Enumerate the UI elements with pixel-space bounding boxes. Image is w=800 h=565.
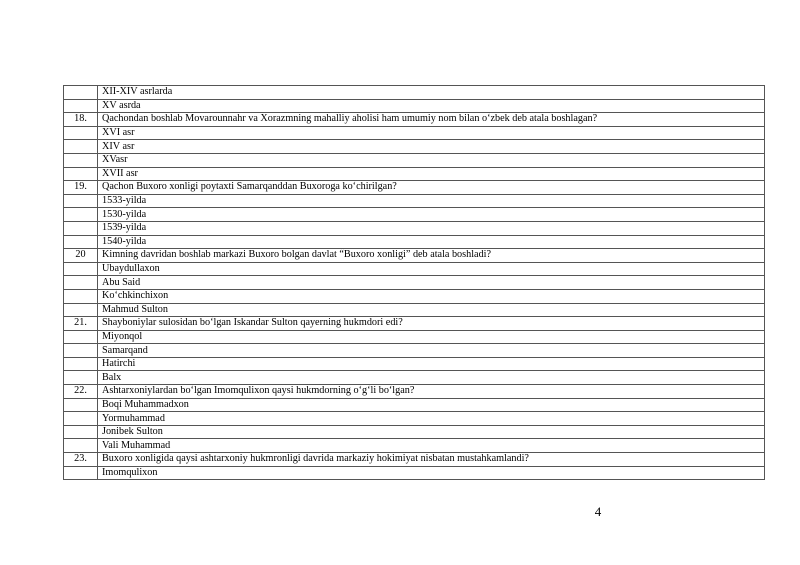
question-number-cell (64, 425, 98, 439)
question-number-cell (64, 235, 98, 249)
answer-row (64, 262, 765, 276)
question-number-cell: 23. (64, 453, 98, 467)
answer-option-cell: 1530-yilda (98, 208, 765, 222)
question-row (64, 181, 765, 195)
answer-row (64, 466, 765, 480)
answer-option-cell: 1540-yilda (98, 235, 765, 249)
answer-option-cell: 1539-yilda (98, 221, 765, 235)
question-number-cell (64, 357, 98, 371)
question-text-cell: Qachon Buxoro xonligi poytaxti Samarqanddan Buxoroga ko‘chirilgan? (98, 181, 765, 195)
question-row (64, 249, 765, 263)
question-number-cell (64, 344, 98, 358)
answer-option-cell: XVI asr (98, 126, 765, 140)
answer-option-cell: Abu Said (98, 276, 765, 290)
question-number-cell (64, 439, 98, 453)
answer-option-cell: Samarqand (98, 344, 765, 358)
answer-row (64, 194, 765, 208)
quiz-table (63, 85, 765, 480)
answer-row (64, 153, 765, 167)
answer-option-cell: Hatirchi (98, 357, 765, 371)
answer-row (64, 208, 765, 222)
answer-option-cell: XII-XIV asrlarda (98, 86, 765, 100)
question-number-cell (64, 276, 98, 290)
question-number-cell (64, 466, 98, 480)
question-number-cell (64, 303, 98, 317)
question-number-cell: 19. (64, 181, 98, 195)
answer-option-cell: Vali Muhammad (98, 439, 765, 453)
answer-row (64, 289, 765, 303)
answer-option-cell: Imomqulixon (98, 466, 765, 480)
answer-row (64, 398, 765, 412)
answer-row (64, 425, 765, 439)
question-number-cell (64, 99, 98, 113)
answer-option-cell: Miyonqol (98, 330, 765, 344)
answer-option-cell: Ubaydullaxon (98, 262, 765, 276)
question-number-cell (64, 398, 98, 412)
answer-row (64, 330, 765, 344)
question-number-cell (64, 126, 98, 140)
question-number-cell: 20 (64, 249, 98, 263)
answer-option-cell: 1533-yilda (98, 194, 765, 208)
question-number-cell (64, 153, 98, 167)
answer-option-cell: Yormuhammad (98, 412, 765, 426)
question-text-cell: Ashtarxoniylardan bo‘lgan Imomqulixon qaysi hukmdorning o‘g‘li bo‘lgan? (98, 385, 765, 399)
answer-option-cell: XIV asr (98, 140, 765, 154)
answer-option-cell: Mahmud Sulton (98, 303, 765, 317)
answer-option-cell: Boqi Muhammadxon (98, 398, 765, 412)
question-text-cell: Buxoro xonligida qaysi ashtarxoniy hukmronligi davrida markaziy hokimiyat nisbatan mustahkamlandi? (98, 453, 765, 467)
question-text-cell: Qachondan boshlab Movarounnahr va Xorazmning mahalliy aholisi ham umumiy nom bilan o‘zbek deb atala boshlagan? (98, 113, 765, 127)
question-text-cell: Kimning davridan boshlab markazi Buxoro bolgan davlat “Buxoro xonligi” deb atala boshladi? (98, 249, 765, 263)
question-row (64, 385, 765, 399)
answer-option-cell: XVII asr (98, 167, 765, 181)
question-number-cell (64, 208, 98, 222)
question-row (64, 453, 765, 467)
question-text-cell: Shayboniylar sulosidan bo‘lgan Iskandar Sulton qayerning hukmdori edi? (98, 317, 765, 331)
question-row (64, 113, 765, 127)
answer-row (64, 412, 765, 426)
answer-option-cell: Jonibek Sulton (98, 425, 765, 439)
answer-row (64, 344, 765, 358)
question-row (64, 317, 765, 331)
answer-row (64, 221, 765, 235)
answer-option-cell: XV asrda (98, 99, 765, 113)
question-number-cell: 22. (64, 385, 98, 399)
question-number-cell (64, 140, 98, 154)
answer-row (64, 303, 765, 317)
answer-row (64, 99, 765, 113)
answer-row (64, 235, 765, 249)
page-number: 4 (594, 504, 602, 519)
question-number-cell (64, 167, 98, 181)
answer-row (64, 140, 765, 154)
question-number-cell: 18. (64, 113, 98, 127)
answer-row (64, 357, 765, 371)
answer-option-cell: Ko‘chkinchixon (98, 289, 765, 303)
question-number-cell (64, 289, 98, 303)
question-number-cell (64, 262, 98, 276)
question-number-cell (64, 86, 98, 100)
question-number-cell (64, 412, 98, 426)
question-number-cell: 21. (64, 317, 98, 331)
answer-row (64, 371, 765, 385)
question-number-cell (64, 371, 98, 385)
quiz-table-body (64, 86, 765, 480)
answer-row (64, 276, 765, 290)
answer-row (64, 439, 765, 453)
answer-option-cell: Balx (98, 371, 765, 385)
question-number-cell (64, 330, 98, 344)
question-number-cell (64, 194, 98, 208)
answer-option-cell: XVasr (98, 153, 765, 167)
question-number-cell (64, 221, 98, 235)
answer-row (64, 126, 765, 140)
answer-row (64, 86, 765, 100)
answer-row (64, 167, 765, 181)
